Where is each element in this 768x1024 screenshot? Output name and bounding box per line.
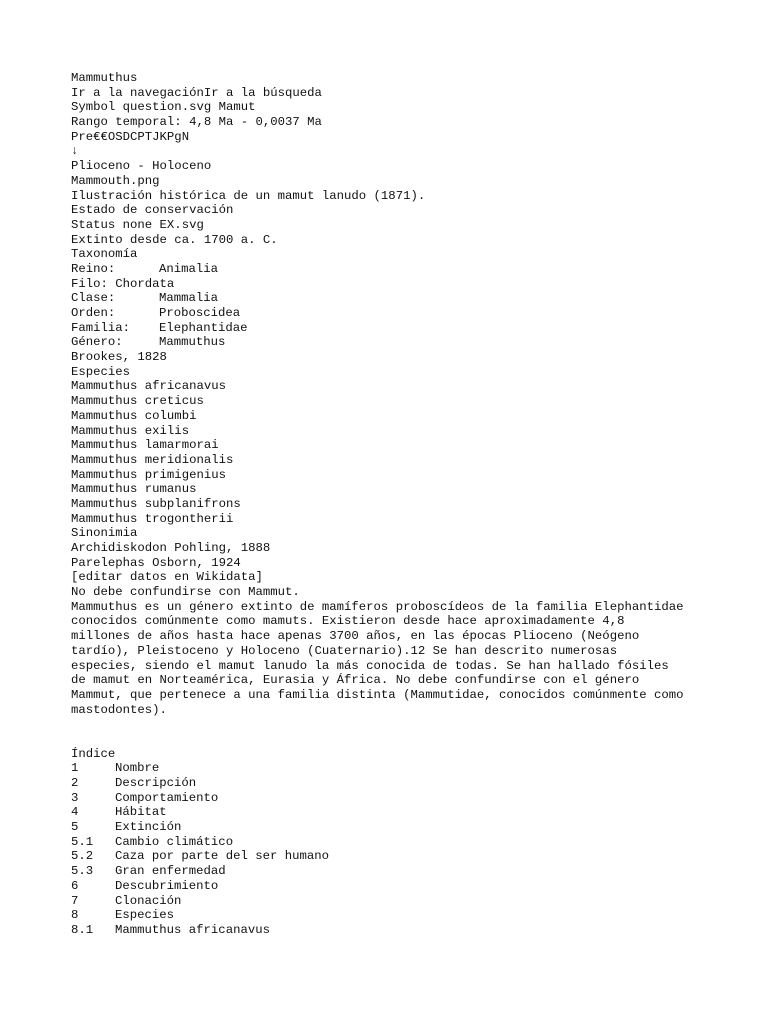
toc-item[interactable] — [71, 805, 711, 820]
edit-wikidata-link[interactable]: [editar datos en Wikidata] — [71, 570, 263, 585]
toc-item[interactable] — [71, 820, 711, 835]
paragraph-line: Mammuthus es un género extinto de mamíferos proboscídeos de la familia Elephantidae — [71, 599, 684, 614]
toc-label[interactable]: Gran enfermedad — [115, 864, 226, 879]
taxonomy-value[interactable]: Proboscidea — [159, 306, 241, 320]
taxonomy-label: Reino: — [71, 261, 116, 276]
toc-item[interactable] — [71, 894, 711, 909]
taxonomy-row-filo[interactable]: Filo: Chordata — [71, 276, 175, 291]
taxonomy-value[interactable]: Animalia — [159, 261, 219, 276]
taxonomy-row-reino — [71, 262, 711, 277]
period-codes: Pre€€OSDCPTJKPgN — [71, 129, 190, 144]
image-filename[interactable]: Mammouth.png — [71, 173, 160, 188]
nav-links[interactable]: Ir a la navegaciónIr a la búsqueda — [71, 85, 322, 100]
toc-item[interactable] — [71, 864, 711, 879]
taxonomy-value[interactable]: Mammuthus — [159, 335, 226, 350]
paragraph-line: conocidos comúnmente como mamuts. Existieron desde hace aproximadamente 4,8 — [71, 614, 625, 629]
taxonomy-label: Familia: — [71, 320, 131, 335]
species-item[interactable]: Mammuthus primigenius — [71, 467, 226, 482]
document-page — [71, 71, 711, 938]
disambiguation-note: No debe confundirse con Mammut. — [71, 585, 300, 600]
species-item[interactable]: Mammuthus columbi — [71, 408, 197, 423]
paragraph-line: millones de años hasta hace apenas 3700 años, en las épocas Plioceno (Neógeno — [71, 629, 640, 644]
intro-paragraph — [71, 600, 711, 718]
toc-number: 8 — [71, 908, 79, 923]
paragraph-line: Mammut, que pertenece a una familia distinta (Mammutidae, conocidos comúnmente como — [71, 687, 684, 702]
toc-label[interactable]: Descripción — [115, 776, 197, 791]
toc-number: 5.1 — [71, 834, 94, 849]
toc-number: 5 — [71, 820, 79, 835]
taxonomy-label: Clase: — [71, 291, 116, 306]
toc-label[interactable]: Especies — [115, 908, 175, 923]
species-item[interactable]: Mammuthus africanavus — [71, 379, 226, 394]
toc-label[interactable]: Extinción — [115, 820, 182, 835]
paragraph-line: mastodontes). — [71, 702, 167, 717]
toc-label[interactable]: Nombre — [115, 761, 160, 776]
toc-label[interactable]: Hábitat — [115, 805, 167, 820]
species-heading: Especies — [71, 364, 131, 379]
synonymy-heading: Sinonimia — [71, 526, 138, 541]
toc-item[interactable] — [71, 835, 711, 850]
toc-label[interactable]: Clonación — [115, 893, 182, 908]
toc-number: 7 — [71, 893, 79, 908]
conservation-heading: Estado de conservación — [71, 203, 234, 218]
paragraph-line: de mamut en Norteamérica, Eurasia y África. No debe confundirse con el género — [71, 673, 640, 688]
species-item[interactable]: Mammuthus meridionalis — [71, 452, 234, 467]
taxonomy-value[interactable]: Mammalia — [159, 291, 219, 306]
toc-number: 4 — [71, 805, 79, 820]
down-arrow-icon: ↓ — [71, 144, 79, 159]
toc-item[interactable] — [71, 761, 711, 776]
toc-heading: Índice — [71, 746, 116, 761]
taxonomy-row — [71, 321, 711, 336]
toc-number: 1 — [71, 761, 79, 776]
image-caption: Ilustración histórica de un mamut lanudo (1871). — [71, 188, 426, 203]
taxonomy-authority: Brookes, 1828 — [71, 350, 167, 365]
paragraph-line: especies, siendo el mamut lanudo la más conocida de todas. Se han hallado fósiles — [71, 658, 669, 673]
page-title: Mammuthus — [71, 71, 138, 85]
toc-number: 8.1 — [71, 922, 94, 937]
temporal-range: Rango temporal: 4,8 Ma - 0,0037 Ma — [71, 115, 322, 130]
toc-number: 5.2 — [71, 849, 94, 864]
toc-label[interactable]: Comportamiento — [115, 790, 219, 805]
toc-number: 2 — [71, 776, 79, 791]
toc-label[interactable]: Descubrimiento — [115, 878, 219, 893]
extinct-since: Extinto desde ca. 1700 a. C. — [71, 232, 278, 247]
species-item[interactable]: Mammuthus subplanifrons — [71, 496, 241, 511]
species-item[interactable]: Mammuthus trogontherii — [71, 511, 234, 526]
toc-label[interactable]: Caza por parte del ser humano — [115, 849, 330, 864]
synonym-item: Parelephas Osborn, 1924 — [71, 555, 241, 570]
taxonomy-value[interactable]: Elephantidae — [159, 320, 248, 335]
toc-item[interactable] — [71, 791, 711, 806]
species-item[interactable]: Mammuthus lamarmorai — [71, 438, 219, 453]
toc-number: 5.3 — [71, 864, 94, 879]
taxonomy-row — [71, 306, 711, 321]
species-item[interactable]: Mammuthus creticus — [71, 394, 204, 409]
toc-item[interactable] — [71, 879, 711, 894]
toc-item[interactable] — [71, 923, 711, 938]
toc-label[interactable]: Cambio climático — [115, 834, 234, 849]
synonymy-list — [71, 541, 711, 570]
species-list — [71, 379, 711, 526]
taxonomy-label: Género: — [71, 335, 123, 350]
symbol-line: Symbol question.svg Mamut — [71, 100, 256, 115]
synonym-item: Archidiskodon Pohling, 1888 — [71, 541, 271, 555]
species-item[interactable]: Mammuthus exilis — [71, 423, 190, 438]
toc-item[interactable] — [71, 849, 711, 864]
paragraph-line: tardío), Pleistoceno y Holoceno (Cuaternario).12 Se han descrito numerosas — [71, 643, 618, 658]
taxonomy-heading: Taxonomía — [71, 247, 138, 262]
taxonomy-row — [71, 291, 711, 306]
toc-number: 6 — [71, 878, 79, 893]
toc-item[interactable] — [71, 776, 711, 791]
toc-label[interactable]: Mammuthus africanavus — [115, 922, 270, 937]
toc-number: 3 — [71, 790, 79, 805]
taxonomy-row — [71, 335, 711, 350]
conservation-status-image[interactable]: Status none EX.svg — [71, 217, 204, 232]
table-of-contents — [71, 761, 711, 937]
taxonomy-label: Orden: — [71, 306, 116, 320]
toc-item[interactable] — [71, 908, 711, 923]
epoch-range: Plioceno - Holoceno — [71, 159, 212, 174]
species-item[interactable]: Mammuthus rumanus — [71, 482, 197, 497]
